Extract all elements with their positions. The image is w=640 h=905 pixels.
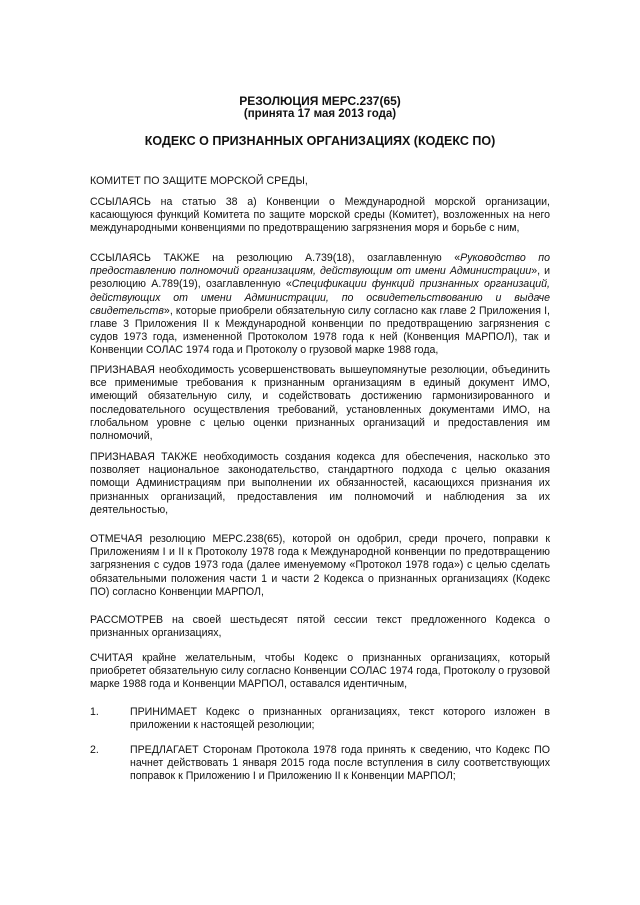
paragraph-text: на резолюцию А.739(18), озаглавленную « — [199, 252, 461, 264]
paragraph-text: крайне желательным, чтобы Кодекс о признанных организациях, который приобретет обязательную силу согласно Конвенции СОЛАС 1974 года, Протоколу о грузовой марке 1988 года и Конвенции МАРПОЛ, оставался идентичным, — [90, 652, 550, 691]
paragraph-lead: ССЫЛАЯСЬ — [90, 196, 151, 208]
paragraph-lead: ПРИЗНАВАЯ — [90, 364, 155, 376]
operative-paragraph — [130, 744, 550, 784]
paragraph-text: на своей шестьдесят пятой сессии текст предложенного Кодекса о признанных организациях, — [90, 614, 550, 640]
operative-number: 2. — [90, 744, 99, 756]
paragraph-lead: РАССМОТРЕВ — [90, 614, 164, 626]
paragraph-lead: КОМИТЕТ ПО ЗАЩИТЕ МОРСКОЙ СРЕДЫ, — [90, 175, 308, 187]
paragraph-lead: СЧИТАЯ — [90, 652, 133, 664]
paragraph-lead: ПРЕДЛАГАЕТ — [130, 744, 199, 756]
paragraph-text: Сторонам Протокола 1978 года принять к сведению, что Кодекс ПО начнет действовать 1 января 2015 года после вступления в силу соответствующих поправок к Приложению I и Приложению II к Конвенции МАРПОЛ; — [130, 744, 550, 783]
document-title: КОДЕКС О ПРИЗНАННЫХ ОРГАНИЗАЦИЯХ (КОДЕКС ПО) — [144, 134, 496, 148]
recital-paragraph — [90, 364, 550, 443]
recital-paragraph — [90, 252, 550, 358]
committee-heading — [90, 175, 550, 188]
paragraph-lead: ССЫЛАЯСЬ ТАКЖЕ — [90, 252, 200, 264]
paragraph-lead: ПРИНИМАЕТ — [130, 706, 197, 718]
paragraph-text: », которые приобрели обязательную силу согласно как главе 2 Приложения I, главе 3 Приложения II к Международной конвенции по предотвращению загрязнения с судов 1973 года, измененной Протоколом 1978 года к ней (Конвенция МАРПОЛ), так и Конвенции СОЛАС 1974 года и Протоколу о грузовой марке 1988 года, — [90, 304, 550, 357]
operative-paragraph — [130, 706, 550, 732]
paragraph-text: », и резолюцию А.789(19), озаглавленную « — [90, 265, 550, 291]
recital-paragraph — [90, 614, 550, 640]
paragraph-italic: Руководство по предоставлению полномочий организациям, действующим от имени Администрации — [90, 252, 550, 278]
paragraph-text: необходимость усовершенствовать вышеупомянутые резолюции, объединить все применимые требования к признанным организациям в единый документ ИМО, имеющий обязательную силу, и содействовать достижению гармонизированного и последовательного осуществления требований, установленных документами ИМО, на глобальном уровне с целью оценки признанных организаций и предоставления им полномочий, — [90, 364, 550, 443]
adoption-date: (принята 17 мая 2013 года) — [243, 108, 397, 120]
paragraph-text: на статью 38 а) Конвенции о Международной морской организации, касающуюся функций Комитета по защите морской среды (Комитет), возложенных на него международными конвенциями по предотвращению загрязнения моря и борьбе с ним, — [90, 196, 550, 235]
recital-paragraph — [90, 451, 550, 517]
recital-paragraph — [90, 533, 550, 599]
paragraph-text: необходимость создания кодекса для обеспечения, насколько это позволяет национальное законодательство, стандартного подхода с целью оказания помощи Администрациям при выполнении их обязанностей, касающихся признания их признанных организаций, предоставления им полномочий и наблюдения за их деятельностью, — [90, 451, 550, 516]
paragraph-lead: ОТМЕЧАЯ — [90, 533, 143, 545]
paragraph-lead: ПРИЗНАВАЯ ТАКЖЕ — [90, 451, 198, 463]
paragraph-text: Кодекс о признанных организациях, текст которого изложен в приложении к настоящей резолюции; — [130, 706, 550, 732]
operative-number: 1. — [90, 706, 99, 718]
recital-paragraph — [90, 196, 550, 236]
paragraph-text: резолюцию МЕРС.238(65), которой он одобрил, среди прочего, поправки к Приложениям I и II к Протоколу 1978 года к Международной конвенции по предотвращению загрязнения с судов 1973 года (далее именуемому «Протокол 1978 года») с целью сделать обязательными положения части 1 и части 2 Кодекса о признанных организациях (Кодекс ПО) согласно Конвенции МАРПОЛ, — [90, 533, 550, 598]
recital-paragraph — [90, 652, 550, 692]
paragraph-italic: Спецификации функций признанных организаций, действующих от имени Администрации, по освидетельствованию и выдаче свидетельств — [90, 278, 550, 317]
resolution-number: РЕЗОЛЮЦИЯ МЕРС.237(65) — [239, 94, 401, 108]
